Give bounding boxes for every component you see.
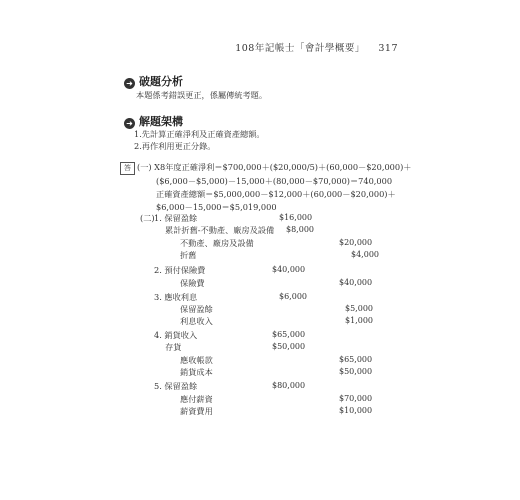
entry-label: 1. 保留盈餘 [154, 213, 198, 223]
entry-credit: $50,000 [339, 367, 373, 376]
entry-credit: $1,000 [345, 316, 373, 325]
analysis-body: 本題係考錯誤更正，係屬傳統考題。 [136, 90, 268, 100]
entry-debit: $65,000 [272, 330, 306, 339]
analysis-title: 破題分析 [139, 75, 183, 88]
entry-label: 應收帳款 [180, 355, 213, 365]
entry-credit: $5,000 [345, 304, 373, 313]
structure-heading [124, 113, 183, 129]
entry-label: 利息收入 [180, 316, 213, 326]
analysis-heading [124, 73, 183, 89]
entry-credit: $40,000 [339, 278, 373, 287]
entry-debit: $80,000 [272, 381, 306, 390]
entry-label: 銷貨成本 [180, 367, 213, 377]
part1-line1: (一) X8年度正確淨利＝$700,000＋($20,000/5)＋(60,000－$20,000)＋ [137, 162, 412, 172]
entry-credit: $10,000 [339, 406, 373, 415]
answer-icon: 答 [120, 162, 135, 175]
arrow-bullet-icon: ➜ [124, 78, 135, 89]
entry-credit: $4,000 [351, 250, 379, 259]
entry-credit: $70,000 [339, 394, 373, 403]
entry-debit: $16,000 [279, 213, 313, 222]
entry-label: 存貨 [165, 342, 182, 352]
entry-label: 5. 保留盈餘 [154, 381, 198, 391]
arrow-bullet-icon: ➜ [124, 118, 135, 129]
entry-label: 應付薪資 [180, 394, 213, 404]
page-header [235, 40, 398, 54]
entry-label: 保險費 [180, 278, 205, 288]
header-title: 108年記帳士「會計學概要」 [235, 43, 365, 54]
entry-debit: $50,000 [272, 342, 306, 351]
entry-label: 折舊 [180, 250, 197, 260]
entry-label: 2. 預付保險費 [154, 265, 206, 275]
part1-line2: ($6,000－$5,000)－15,000＋(80,000－$70,000)＝740,000 [156, 176, 393, 186]
part1-line4: $6,000－15,000＝$5,019,000 [156, 202, 277, 212]
answer-line-1 [120, 162, 411, 175]
structure-item-2: 2.再作利用更正分錄。 [134, 141, 216, 151]
entry-label: 3. 應收利息 [154, 292, 198, 302]
entry-label: 累計折舊-不動產、廠房及設備 [165, 225, 275, 235]
entry-label: 保留盈餘 [180, 304, 213, 314]
entry-debit: $6,000 [279, 292, 307, 301]
part1-line3: 正確資產總額＝$5,000,000－$12,000＋(60,000－$20,000)＋ [156, 189, 396, 199]
structure-title: 解題架構 [139, 115, 183, 128]
page-number: 317 [378, 43, 398, 54]
structure-item-1: 1.先計算正確淨利及正確資產總額。 [134, 129, 265, 139]
entry-label: 不動產、廠房及設備 [180, 238, 254, 248]
entry-debit: $40,000 [272, 265, 306, 274]
entry-label: 4. 銷貨收入 [154, 330, 198, 340]
part2-label: (二) [140, 213, 155, 223]
entry-label: 薪資費用 [180, 406, 213, 416]
entry-credit: $65,000 [339, 355, 373, 364]
entry-debit: $8,000 [286, 225, 314, 234]
entry-credit: $20,000 [339, 238, 373, 247]
